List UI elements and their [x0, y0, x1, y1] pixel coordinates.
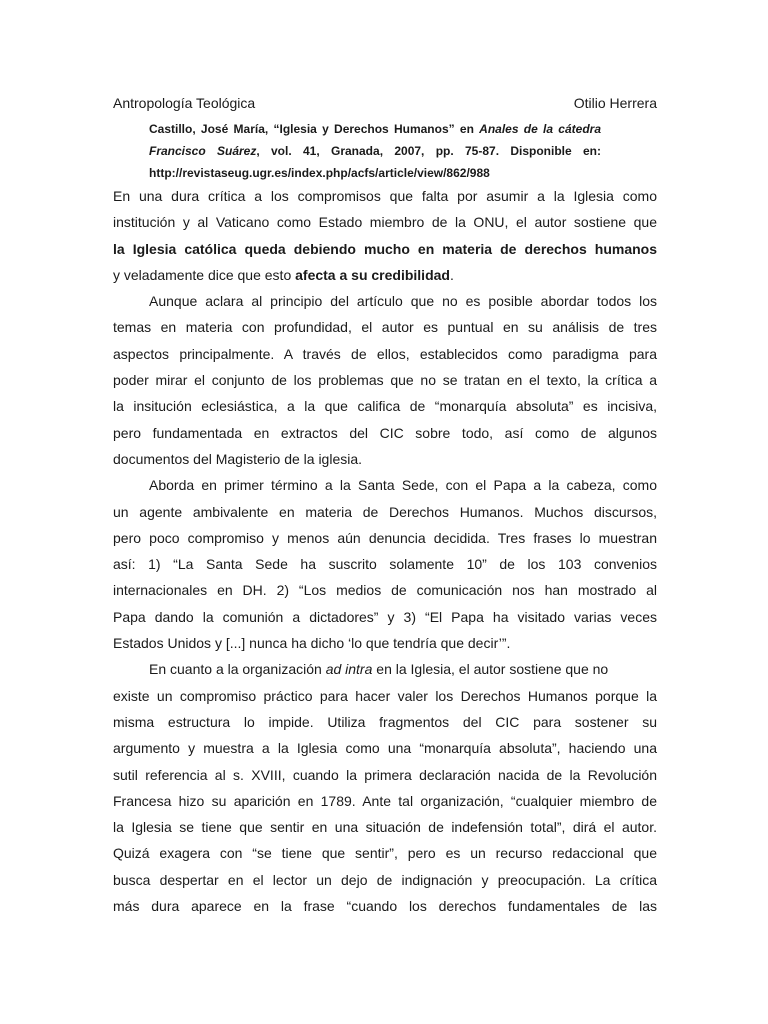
citation-italic: Francisco Suárez — [149, 144, 257, 158]
text-span: En cuanto a la organización — [149, 661, 326, 678]
page-header — [113, 93, 657, 113]
citation-text: Castillo, José María, “Iglesia y Derechos Humanos” en — [149, 122, 480, 136]
header-author: Otilio Herrera — [573, 95, 657, 111]
text-line: así: 1) “La Santa Sede ha suscrito solamente 10” de los 103 convenios — [113, 556, 657, 573]
citation-text: , vol. 41, Granada, 2007, pp. 75-87. Disponible en: — [256, 144, 601, 158]
text-line: existe un compromiso práctico para hacer valer los Derechos Humanos porque la — [113, 687, 657, 704]
text-line: pero poco compromiso y menos aún denuncia decidida. Tres frases lo muestran — [113, 529, 657, 546]
text-line: poder mirar el conjunto de los problemas que no se tratan en el texto, la crítica a — [113, 372, 657, 389]
bold-text: la Iglesia católica queda debiendo mucho en materia de derechos humanos — [113, 240, 657, 257]
bibliographic-citation — [149, 118, 601, 184]
citation-line-1 — [149, 118, 601, 140]
text-line: aspectos principalmente. A través de ellos, establecidos como paradigma para — [113, 345, 657, 362]
text-line: sutil referencia al s. XVIII, cuando la primera declaración nacida de la Revolución — [113, 766, 657, 783]
text-line: documentos del Magisterio de la iglesia. — [113, 450, 363, 467]
citation-italic: Anales de la cátedra — [479, 122, 601, 136]
text-line: busca despertar en el lector un dejo de indignación y preocupación. La crítica — [113, 871, 657, 888]
text-line: más dura aparece en la frase “cuando los derechos fundamentales de las — [113, 898, 657, 915]
text-line — [113, 262, 657, 288]
bold-text: afecta a su credibilidad — [295, 266, 450, 283]
text-line: un agente ambivalente en materia de Derechos Humanos. Muchos discursos, — [113, 503, 657, 520]
text-line: misma estructura lo impide. Utiliza fragmentos del CIC para sostener su — [113, 713, 657, 730]
italic-text: ad intra — [325, 661, 373, 678]
citation-line-2 — [149, 140, 601, 162]
text-line: Francesa hizo su aparición en 1789. Ante tal organización, “cualquier miembro de — [113, 792, 657, 809]
text-line: temas en materia con profundidad, el autor es puntual en su análisis de tres — [113, 319, 657, 336]
body-text — [113, 183, 657, 919]
text-line: Papa dando la comunión a dictadores” y 3) “El Papa ha visitado varias veces — [113, 608, 657, 625]
text-line: pero fundamentada en extractos del CIC sobre todo, así como de algunos — [113, 424, 657, 441]
text-span: . — [449, 266, 454, 283]
text-span: en la Iglesia, el autor sostiene que no — [372, 661, 609, 678]
header-course: Antropología Teológica — [113, 95, 256, 111]
text-line: argumento y muestra a la Iglesia como una “monarquía absoluta”, haciendo una — [113, 740, 657, 757]
text-line: Aborda en primer término a la Santa Sede, con el Papa a la cabeza, como — [149, 477, 657, 494]
citation-url[interactable]: http://revistaseug.ugr.es/index.php/acfs/article/view/862/988 — [149, 166, 490, 180]
text-line: Estados Unidos y [...] nunca ha dicho ‘lo que tendría que decir’”. — [113, 635, 511, 652]
text-line: internacionales en DH. 2) “Los medios de comunicación nos han mostrado al — [113, 582, 657, 599]
text-line: Quizá exagera con “se tiene que sentir”, pero es un recurso redaccional que — [113, 845, 657, 862]
text-line: En una dura crítica a los compromisos que falta por asumir a la Iglesia como — [113, 188, 657, 204]
text-line: la insitución eclesiástica, a la que califica de “monarquía absoluta” es incisiva, — [113, 398, 657, 415]
text-line: Aunque aclara al principio del artículo que no es posible abordar todos los — [149, 293, 657, 310]
text-span: y veladamente dice que esto — [113, 266, 296, 283]
text-line: la Iglesia se tiene que sentir en una situación de indefensión total”, dirá el autor. — [113, 819, 657, 836]
text-line — [113, 236, 657, 262]
text-line: institución y al Vaticano como Estado miembro de la ONU, el autor sostiene que — [113, 214, 657, 231]
text-line — [113, 656, 657, 682]
